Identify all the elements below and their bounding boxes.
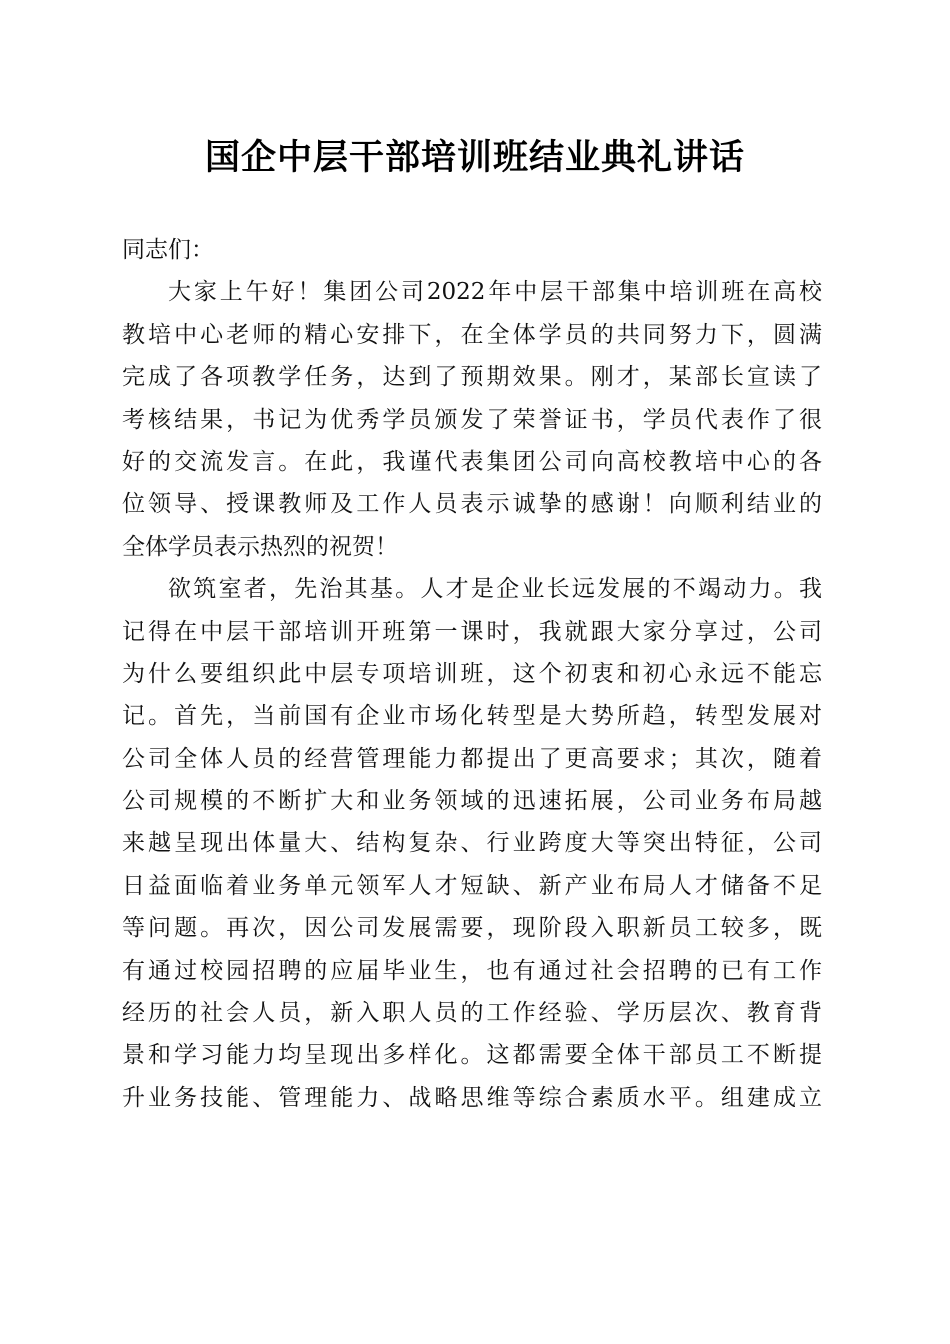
paragraph-line: 教培中心老师的精心安排下，在全体学员的共同努力下，圆满 <box>122 321 822 348</box>
paragraph-line: 大家上午好！集团公司2022年中层干部集中培训班在高校 <box>168 279 822 306</box>
paragraph-line: 位领导、授课教师及工作人员表示诚挚的感谢！向顺利结业的 <box>122 491 822 518</box>
paragraph-line: 景和学习能力均呈现出多样化。这都需要全体干部员工不断提 <box>122 1042 822 1069</box>
paragraph-line: 考核结果，书记为优秀学员颁发了荣誉证书，学员代表作了很 <box>122 406 822 433</box>
paragraph-line: 等问题。再次，因公司发展需要，现阶段入职新员工较多，既 <box>122 915 822 942</box>
paragraph-line: 有通过校园招聘的应届毕业生，也有通过社会招聘的已有工作 <box>122 957 822 984</box>
paragraph-line: 升业务技能、管理能力、战略思维等综合素质水平。组建成立 <box>122 1084 822 1111</box>
paragraph-line: 经历的社会人员，新入职人员的工作经验、学历层次、教育背 <box>122 1000 822 1027</box>
paragraph-line: 公司全体人员的经营管理能力都提出了更高要求；其次，随着 <box>122 745 822 772</box>
paragraph-1 <box>122 271 822 568</box>
paragraph-line: 公司规模的不断扩大和业务领域的迅速拓展，公司业务布局越 <box>122 788 822 815</box>
paragraph-line: 日益面临着业务单元领军人才短缺、新产业布局人才储备不足 <box>122 872 822 899</box>
paragraph-line: 欲筑室者，先治其基。人才是企业长远发展的不竭动力。我 <box>168 576 822 603</box>
salutation: 同志们： <box>122 237 214 263</box>
paragraph-line: 记得在中层干部培训开班第一课时，我就跟大家分享过，公司 <box>122 618 822 645</box>
document-title: 国企中层干部培训班结业典礼讲话 <box>204 137 745 178</box>
paragraph-line: 全体学员表示热烈的祝贺！ <box>122 533 398 560</box>
paragraph-line: 记。首先，当前国有企业市场化转型是大势所趋，转型发展对 <box>122 703 822 730</box>
paragraph-line: 完成了各项教学任务，达到了预期效果。刚才，某部长宣读了 <box>122 364 822 391</box>
document-body <box>122 229 822 1119</box>
paragraph-line: 好的交流发言。在此，我谨代表集团公司向高校教培中心的各 <box>122 448 822 475</box>
paragraph-2 <box>122 568 822 1119</box>
paragraph-line: 为什么要组织此中层专项培训班，这个初衷和初心永远不能忘 <box>122 660 822 687</box>
paragraph-line: 来越呈现出体量大、结构复杂、行业跨度大等突出特征，公司 <box>122 830 822 857</box>
